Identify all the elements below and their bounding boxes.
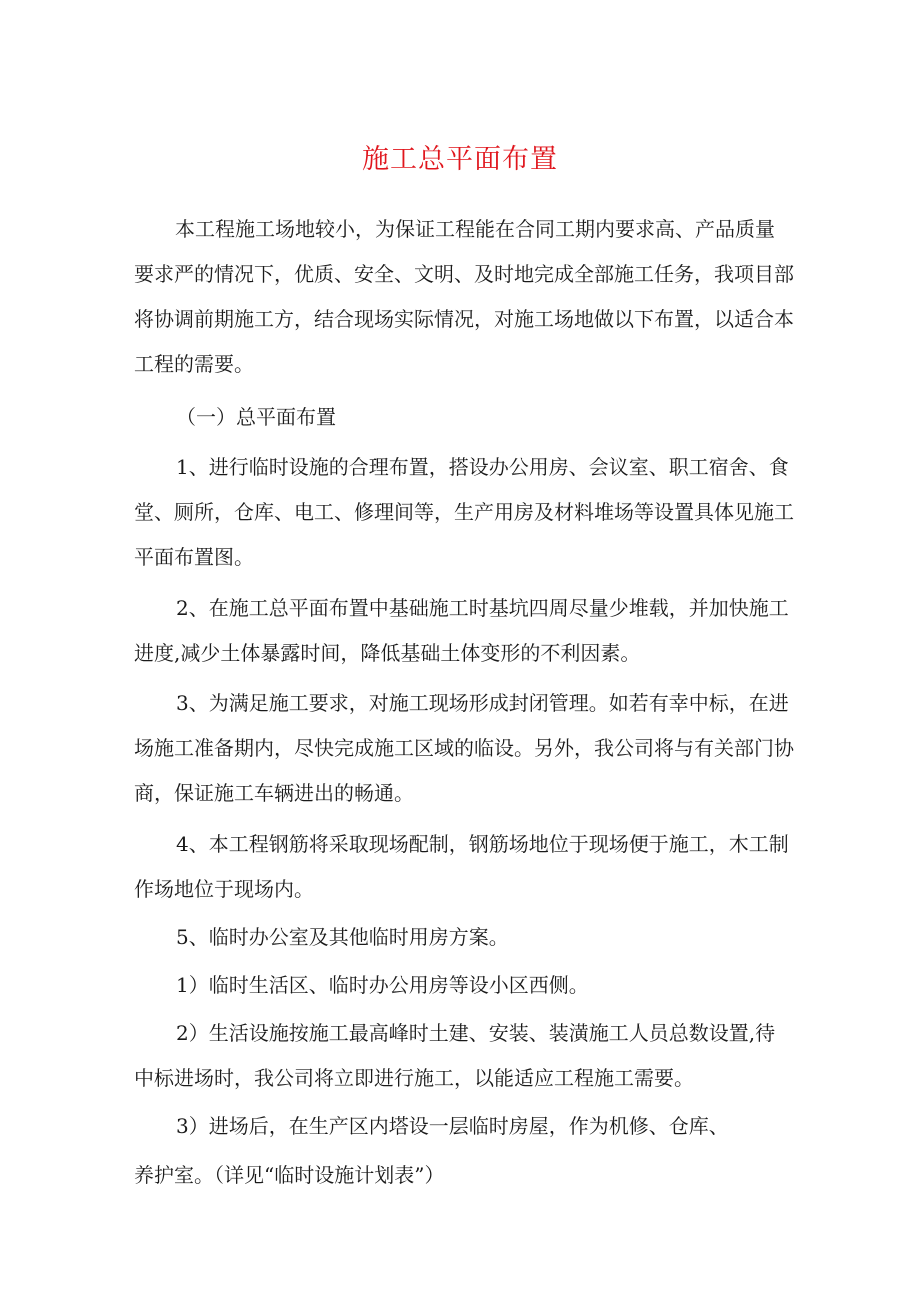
sub-item-2-line: 中标进场时，我公司将立即进行施工，以能适应工程施工需要。 <box>134 1066 694 1090</box>
item-1-line: 堂、厕所，仓库、电工、修理间等，生产用房及材料堆场等设置具体见施工 <box>134 500 794 524</box>
intro-line: 要求严的情况下，优质、安全、文明、及时地完成全部施工任务，我项目部 <box>134 262 794 286</box>
item-2-line: 进度,减少土体暴露时间，降低基础土体变形的不利因素。 <box>134 641 641 665</box>
item-5-line: 5、临时办公室及其他临时用房方案。 <box>176 925 509 949</box>
sub-item-1-line: 1）临时生活区、临时办公用房等设小区西侧。 <box>176 973 589 997</box>
intro-line: 工程的需要。 <box>134 352 254 376</box>
item-4-line: 作场地位于现场内。 <box>134 877 314 901</box>
page-title: 施工总平面布置 <box>362 144 558 175</box>
item-1-line: 1、进行临时设施的合理布置，搭设办公用房、会议室、职工宿舍、食 <box>176 455 789 479</box>
sub-item-3-line: 3）进场后，在生产区内塔设一层临时房屋，作为机修、仓库、 <box>176 1114 729 1138</box>
intro-line: 将协调前期施工方，结合现场实际情况，对施工场地做以下布置，以适合本 <box>134 307 794 331</box>
sub-item-3-line: 养护室。（详见“临时设施计划表”） <box>134 1163 445 1187</box>
item-3-line: 商，保证施工车辆进出的畅通。 <box>134 781 414 805</box>
item-1-line: 平面布置图。 <box>134 545 254 569</box>
item-3-line: 场施工准备期内，尽快完成施工区域的临设。另外，我公司将与有关部门协 <box>134 736 794 760</box>
section-heading: （一）总平面布置 <box>176 405 336 429</box>
intro-line: 本工程施工场地较小，为保证工程能在合同工期内要求高、产品质量 <box>175 217 775 241</box>
item-4-line: 4、本工程钢筋将采取现场配制，钢筋场地位于现场便于施工，木工制 <box>176 832 789 856</box>
sub-item-2-line: 2）生活设施按施工最高峰时土建、安装、装潢施工人员总数设置,待 <box>176 1021 776 1045</box>
item-2-line: 2、在施工总平面布置中基础施工时基坑四周尽量少堆载，并加快施工 <box>176 596 789 620</box>
item-3-line: 3、为满足施工要求，对施工现场形成封闭管理。如若有幸中标，在进 <box>176 691 789 715</box>
